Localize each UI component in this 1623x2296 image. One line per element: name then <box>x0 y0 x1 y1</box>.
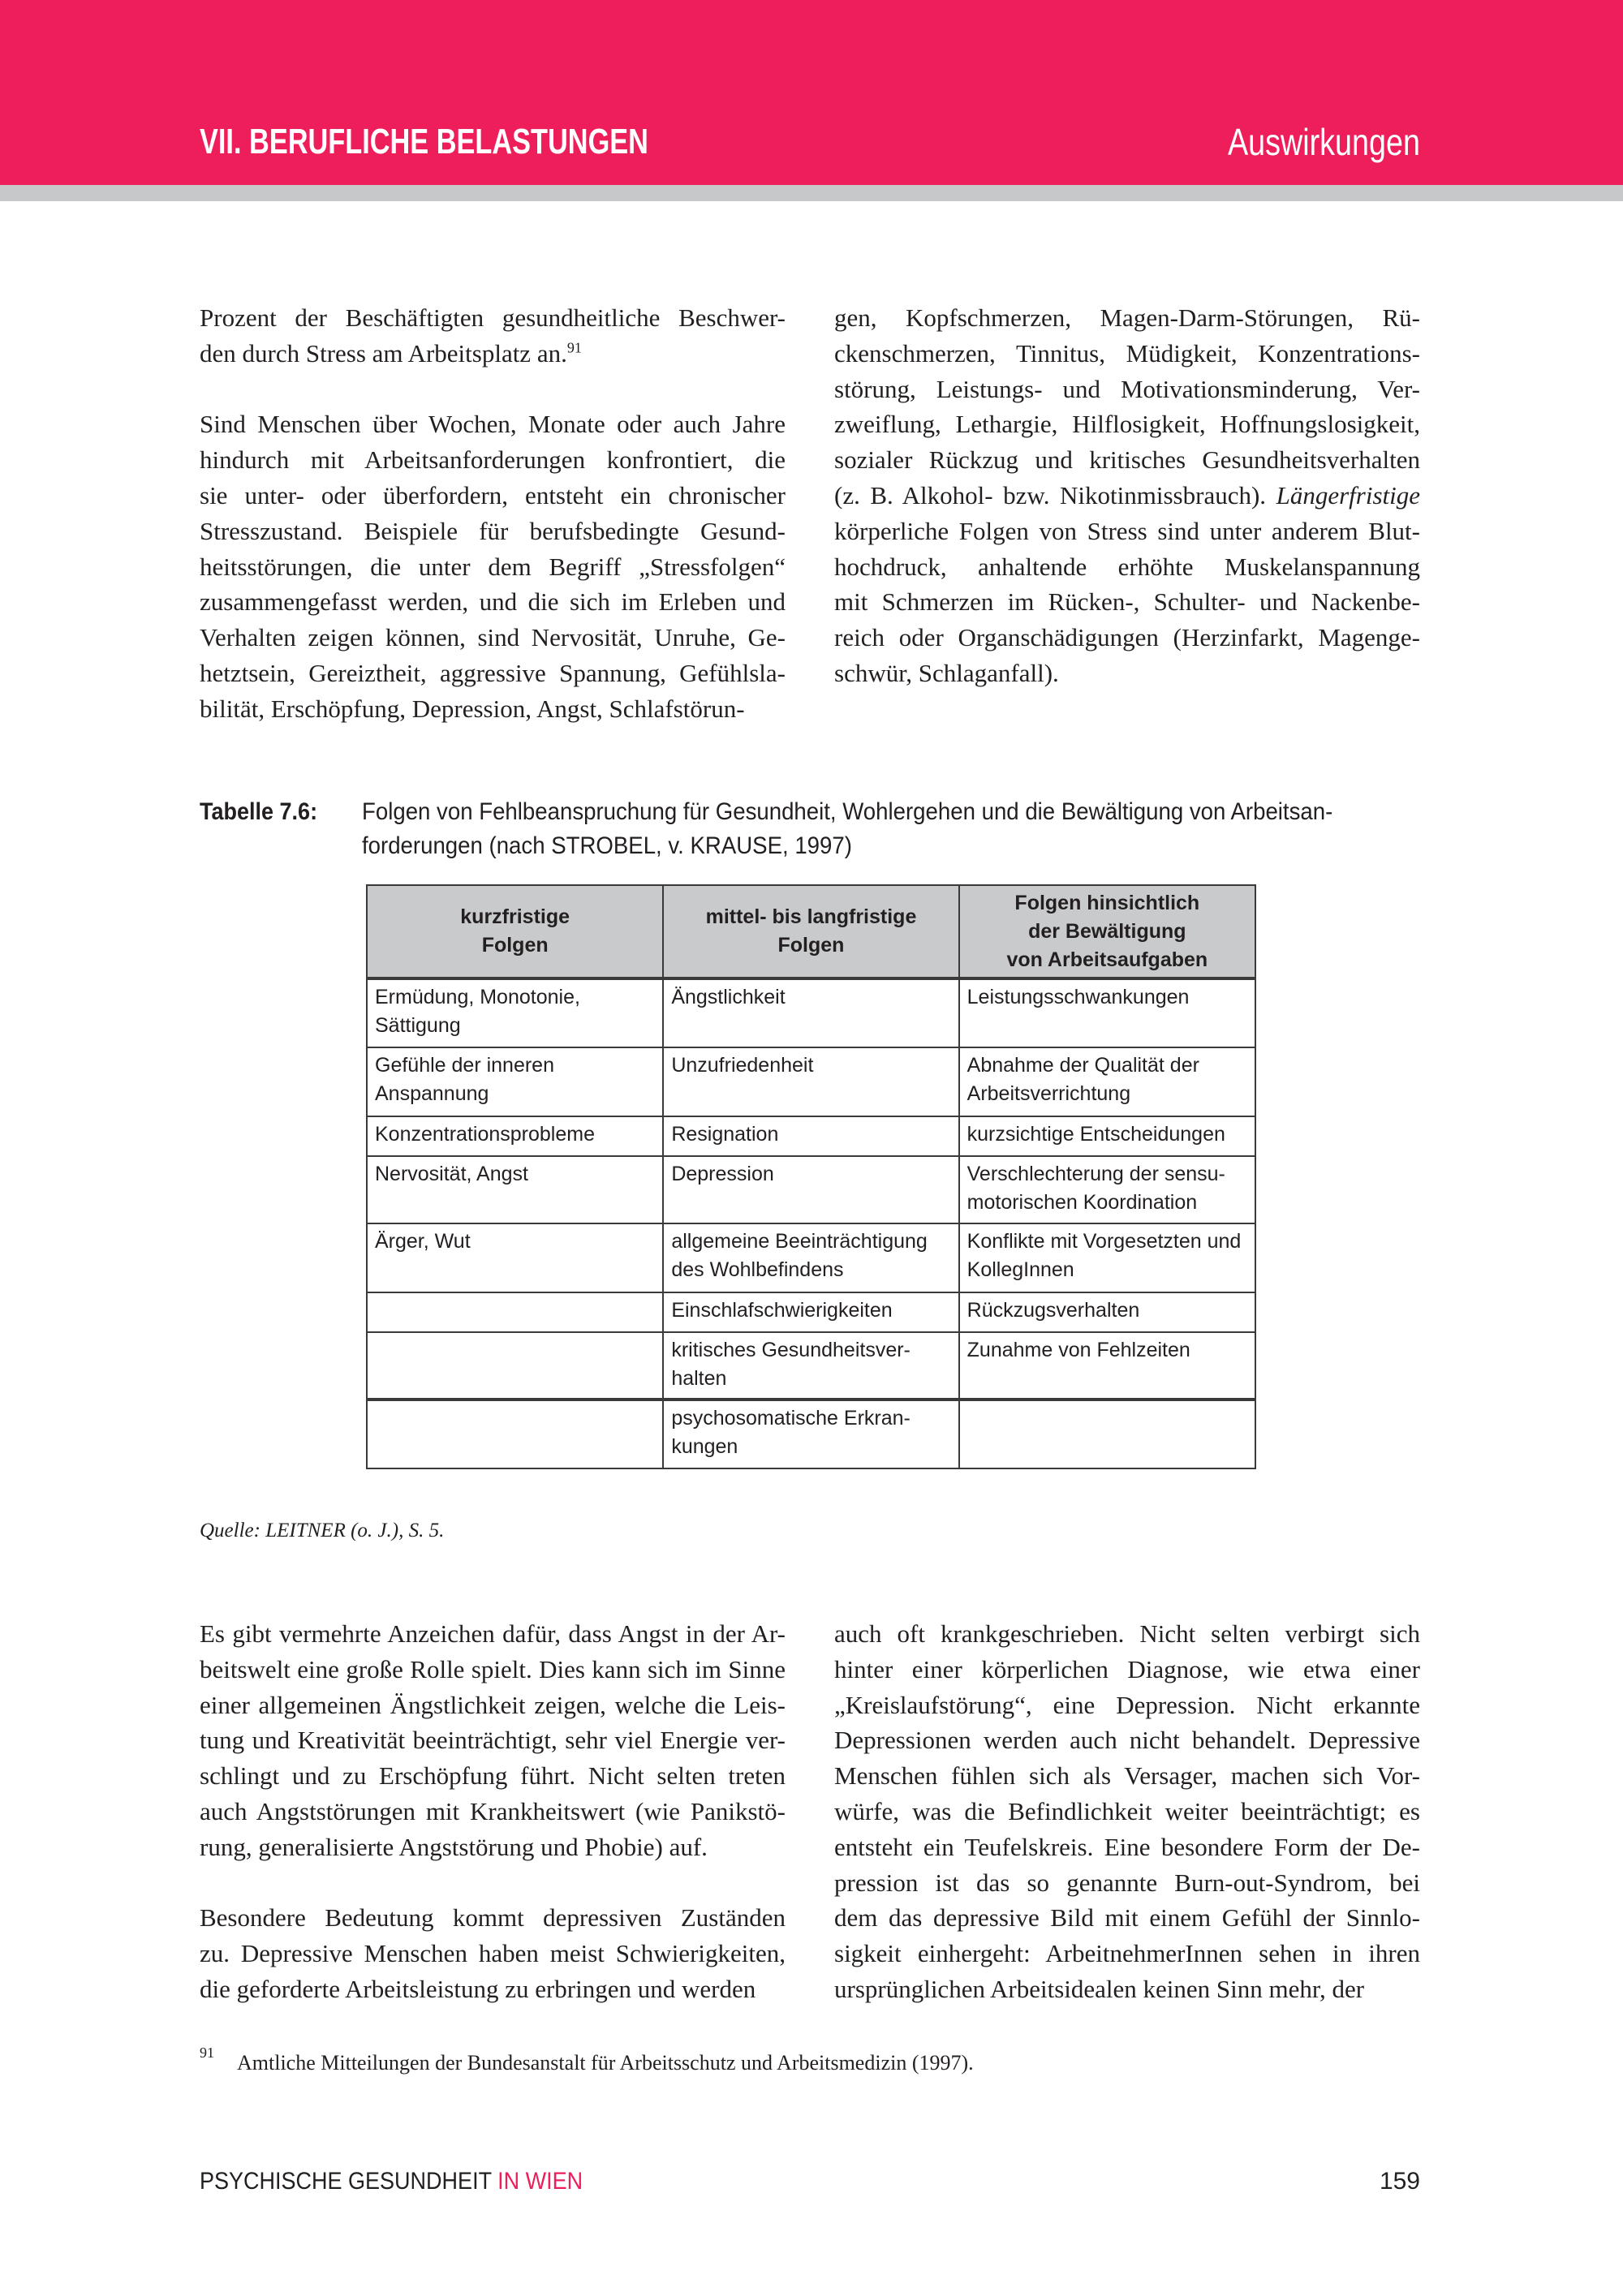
text-segment: hetztsein, Gereiztheit, aggressive Spannung, Gefühlsla- <box>200 658 786 687</box>
cell-line: Anspannung <box>375 1082 489 1105</box>
table-cell <box>959 1223 1255 1292</box>
table-row <box>367 1156 1255 1223</box>
table-cell <box>663 978 958 1047</box>
text-line <box>200 584 786 620</box>
text-line <box>200 406 786 442</box>
text-line <box>834 1829 1420 1865</box>
cell-line: Sättigung <box>375 1014 461 1037</box>
text-line <box>834 1652 1420 1688</box>
body-column-top-left <box>200 300 786 727</box>
text-line <box>834 1900 1420 1936</box>
text-segment: entsteht ein Teufelskreis. Eine besondere Form der De- <box>834 1832 1420 1861</box>
cell-line: allgemeine Beeinträchtigung <box>671 1230 928 1253</box>
cell-line: Einschlafschwierigkeiten <box>671 1299 893 1322</box>
text-line <box>200 549 786 585</box>
cell-line: kurzsichtige Entscheidungen <box>966 1123 1225 1146</box>
text-line <box>834 1616 1420 1652</box>
table-caption-line: Folgen von Fehlbeanspruchung für Gesundheit, Wohlergehen und die Bewältigung von Arbeitsan- <box>362 798 1333 825</box>
text-segment: sigkeit einhergeht: ArbeitnehmerInnen sehen in ihren <box>834 1939 1420 1968</box>
chapter-header-band <box>0 0 1623 185</box>
text-line <box>200 1688 786 1723</box>
table-cell <box>367 1400 663 1468</box>
text-segment: auch oft krankgeschrieben. Nicht selten verbirgt sich <box>834 1619 1420 1648</box>
table-cell <box>367 1292 663 1332</box>
text-line <box>834 549 1420 585</box>
text-segment: „Kreislaufstörung“, eine Depression. Nicht erkannte <box>834 1690 1420 1719</box>
text-line <box>834 1758 1420 1794</box>
text-segment: die geforderte Arbeitsleistung zu erbringen und werden <box>200 1974 756 2003</box>
table-cell <box>959 1116 1255 1156</box>
cell-line: kritisches Gesundheitsver- <box>671 1339 911 1361</box>
cell-line: Unzufriedenheit <box>671 1054 814 1077</box>
consequences-table <box>366 884 1256 1469</box>
text-line <box>834 620 1420 656</box>
text-segment: Depressionen werden auch nicht behandelt. Depressive <box>834 1726 1420 1755</box>
text-line <box>834 406 1420 442</box>
text-segment: würfe, was die Befindlichkeit weiter beeinträchtigt; es <box>834 1796 1420 1825</box>
text-segment: heitsstörungen, die unter dem Begriff „Stressfolgen“ <box>200 552 786 581</box>
text-segment: pression ist das so genannte Burn-out-Syndrom, bei <box>834 1868 1420 1897</box>
table-cell <box>959 1156 1255 1223</box>
text-line <box>200 300 786 336</box>
header-line: kurzfristige <box>460 905 570 928</box>
text-segment: zu. Depressive Menschen haben meist Schwierigkeiten, <box>200 1939 786 1968</box>
text-line <box>200 1722 786 1758</box>
text-segment: gen, Kopfschmerzen, Magen-Darm-Störungen, Rü- <box>834 303 1420 332</box>
page-number: 159 <box>1379 2168 1420 2195</box>
text-line <box>834 1971 1420 2007</box>
header-line: Folgen <box>777 934 845 957</box>
text-line <box>200 656 786 691</box>
header-line: mittel- bis langfristige <box>705 905 917 928</box>
footer-publication: PSYCHISCHE GESUNDHEIT <box>200 2168 492 2195</box>
table-cell <box>663 1223 958 1292</box>
text-segment: (z. B. Alkohol- bzw. Nikotinmissbrauch). <box>834 480 1276 510</box>
text-line <box>200 691 786 727</box>
text-segment: sie unter- oder überfordern, entsteht ein chronischer <box>200 480 786 510</box>
table-row <box>367 1047 1255 1116</box>
table-cell <box>959 1400 1255 1468</box>
table-caption-label: Tabelle 7.6: <box>200 798 318 825</box>
cell-line: Ängstlichkeit <box>671 986 786 1008</box>
body-column-bottom-left <box>200 1616 786 2007</box>
text-line <box>834 584 1420 620</box>
cell-line: Depression <box>671 1163 774 1185</box>
text-segment: schlingt und zu Erschöpfung führt. Nicht selten treten <box>200 1761 786 1791</box>
footnote-text: Amtliche Mitteilungen der Bundesanstalt für Arbeitsschutz und Arbeitsmedizin (1997). <box>237 2051 974 2075</box>
text-segment: zusammengefasst werden, und die sich im Erleben und <box>200 587 786 617</box>
table-caption-text <box>362 795 1332 863</box>
text-segment: zweiflung, Lethargie, Hilflosigkeit, Hoffnungslosigkeit, <box>834 410 1420 439</box>
text-line <box>200 1758 786 1794</box>
section-title: Auswirkungen <box>1228 121 1420 163</box>
text-segment: reich oder Organschädigungen (Herzinfarkt, Magenge- <box>834 623 1420 652</box>
cell-line: Zunahme von Fehlzeiten <box>966 1339 1190 1361</box>
footnote-reference: 91 <box>566 339 582 356</box>
table-cell <box>663 1156 958 1223</box>
text-line <box>834 372 1420 407</box>
text-segment: dem das depressive Bild mit einem Gefühl der Sinnlo- <box>834 1903 1420 1933</box>
body-column-top-right <box>834 300 1420 691</box>
header-line: der Bewältigung <box>1028 919 1186 943</box>
paragraph-gap <box>200 372 786 407</box>
text-segment: ursprünglichen Arbeitsidealen keinen Sinn mehr, der <box>834 1974 1365 2003</box>
text-line <box>834 514 1420 549</box>
cell-line: kungen <box>671 1435 738 1458</box>
text-line <box>834 1722 1420 1758</box>
footnote-number: 91 <box>200 2044 214 2061</box>
paragraph-gap <box>200 1865 786 1901</box>
table-cell <box>663 1116 958 1156</box>
text-line <box>834 656 1420 691</box>
text-segment: Stresszustand. Beispiele für berufsbedingte Gesund- <box>200 516 786 545</box>
text-line <box>200 514 786 549</box>
table-cell <box>367 1332 663 1400</box>
text-segment: bilität, Erschöpfung, Depression, Angst, Schlafstörun- <box>200 694 745 723</box>
cell-line: Ermüdung, Monotonie, <box>375 986 580 1008</box>
text-segment: Es gibt vermehrte Anzeichen dafür, dass Angst in der Ar- <box>200 1619 786 1648</box>
text-segment: hochdruck, anhaltende erhöhte Muskelanspannung <box>834 552 1420 581</box>
cell-line: KollegInnen <box>966 1258 1074 1281</box>
table-cell <box>663 1292 958 1332</box>
cell-line: Nervosität, Angst <box>375 1163 528 1185</box>
chapter-title: VII. BERUFLICHE BELASTUNGEN <box>200 122 648 161</box>
text-segment: störung, Leistungs- und Motivationsminderung, Ver- <box>834 374 1420 403</box>
cell-line: Arbeitsverrichtung <box>966 1082 1131 1105</box>
table-row <box>367 1223 1255 1292</box>
table-row <box>367 978 1255 1047</box>
table-cell <box>959 1332 1255 1400</box>
text-line <box>200 478 786 514</box>
cell-line: des Wohlbefindens <box>671 1258 844 1281</box>
table-cell <box>959 978 1255 1047</box>
cell-line: halten <box>671 1367 727 1390</box>
header-line: Folgen hinsichtlich <box>1014 891 1200 914</box>
text-line <box>834 1794 1420 1829</box>
column-header <box>663 885 958 978</box>
text-segment: schwür, Schlaganfall). <box>834 658 1059 687</box>
cell-line: Resignation <box>671 1123 779 1146</box>
text-line <box>834 1688 1420 1723</box>
text-segment: hinter einer körperlichen Diagnose, wie etwa einer <box>834 1654 1420 1683</box>
text-segment: ckenschmerzen, Tinnitus, Müdigkeit, Konzentrations- <box>834 338 1420 368</box>
text-segment: auch Angststörungen mit Krankheitswert (wie Panikstö- <box>200 1796 786 1825</box>
text-segment: mit Schmerzen im Rücken-, Schulter- und Nackenbe- <box>834 587 1420 617</box>
cell-line: Verschlechterung der sensu- <box>966 1163 1225 1185</box>
table-cell <box>663 1332 958 1400</box>
table-cell <box>367 978 663 1047</box>
text-line <box>834 300 1420 336</box>
page-footer <box>200 2168 1420 2195</box>
text-line <box>834 1936 1420 1971</box>
table-row <box>367 1332 1255 1400</box>
text-segment: Längerfristige <box>1276 480 1420 510</box>
table-cell <box>367 1116 663 1156</box>
text-segment: körperliche Folgen von Stress sind unter anderem Blut- <box>834 516 1420 545</box>
cell-line: Konzentrationsprobleme <box>375 1123 595 1146</box>
text-line <box>200 336 786 372</box>
header-line: von Arbeitsaufgaben <box>1006 948 1208 971</box>
text-line <box>200 1971 786 2007</box>
text-segment: Prozent der Beschäftigten gesundheitliche Beschwer- <box>200 303 786 332</box>
text-segment: den durch Stress am Arbeitsplatz an. <box>200 338 567 368</box>
table-header-row <box>367 885 1255 978</box>
text-line <box>200 442 786 478</box>
cell-line: psychosomatische Erkran- <box>671 1407 911 1430</box>
text-line <box>200 1936 786 1971</box>
text-segment: Besondere Bedeutung kommt depressiven Zuständen <box>200 1903 786 1933</box>
text-line <box>834 442 1420 478</box>
cell-line: Abnahme der Qualität der <box>966 1054 1199 1077</box>
text-line <box>834 336 1420 372</box>
table-cell <box>959 1047 1255 1116</box>
table-row <box>367 1400 1255 1468</box>
header-divider <box>0 185 1623 201</box>
text-segment: beitswelt eine große Rolle spielt. Dies kann sich im Sinne <box>200 1654 786 1683</box>
text-segment: einer allgemeinen Ängstlichkeit zeigen, welche die Leis- <box>200 1690 786 1719</box>
text-segment: sozialer Rückzug und kritisches Gesundheitsverhalten <box>834 445 1420 475</box>
text-line <box>200 1794 786 1829</box>
table-row <box>367 1292 1255 1332</box>
text-line <box>200 1616 786 1652</box>
table-row <box>367 1116 1255 1156</box>
text-line <box>834 478 1420 514</box>
cell-line: Gefühle der inneren <box>375 1054 554 1077</box>
table-cell <box>663 1047 958 1116</box>
table-cell <box>663 1400 958 1468</box>
text-line <box>200 1652 786 1688</box>
text-segment: hindurch mit Arbeitsanforderungen konfrontiert, die <box>200 445 786 475</box>
footer-publication-accent: IN WIEN <box>491 2168 583 2195</box>
table-caption-line: forderungen (nach STROBEL, v. KRAUSE, 1997) <box>362 832 852 859</box>
header-line: Folgen <box>481 934 549 957</box>
table-source: Quelle: LEITNER (o. J.), S. 5. <box>200 1520 445 1541</box>
body-column-bottom-right <box>834 1616 1420 2007</box>
text-line <box>834 1865 1420 1901</box>
text-segment: rung, generalisierte Angststörung und Phobie) auf. <box>200 1832 708 1861</box>
cell-line: Konflikte mit Vorgesetzten und <box>966 1230 1242 1253</box>
cell-line: motorischen Koordination <box>966 1191 1198 1214</box>
cell-line: Rückzugsverhalten <box>966 1299 1140 1322</box>
text-line <box>200 1829 786 1865</box>
cell-line: Leistungsschwankungen <box>966 986 1190 1008</box>
column-header <box>959 885 1255 978</box>
text-segment: tung und Kreativität beeinträchtigt, sehr viel Energie ver- <box>200 1726 786 1755</box>
table-cell <box>367 1047 663 1116</box>
text-segment: Menschen fühlen sich als Versager, machen sich Vor- <box>834 1761 1420 1791</box>
cell-line: Ärger, Wut <box>375 1230 471 1253</box>
table-cell <box>367 1156 663 1223</box>
table-cell <box>367 1223 663 1292</box>
text-line <box>200 1900 786 1936</box>
text-segment: Verhalten zeigen können, sind Nervosität, Unruhe, Ge- <box>200 623 786 652</box>
table-cell <box>959 1292 1255 1332</box>
column-header <box>367 885 663 978</box>
text-segment: Sind Menschen über Wochen, Monate oder auch Jahre <box>200 410 786 439</box>
text-line <box>200 620 786 656</box>
